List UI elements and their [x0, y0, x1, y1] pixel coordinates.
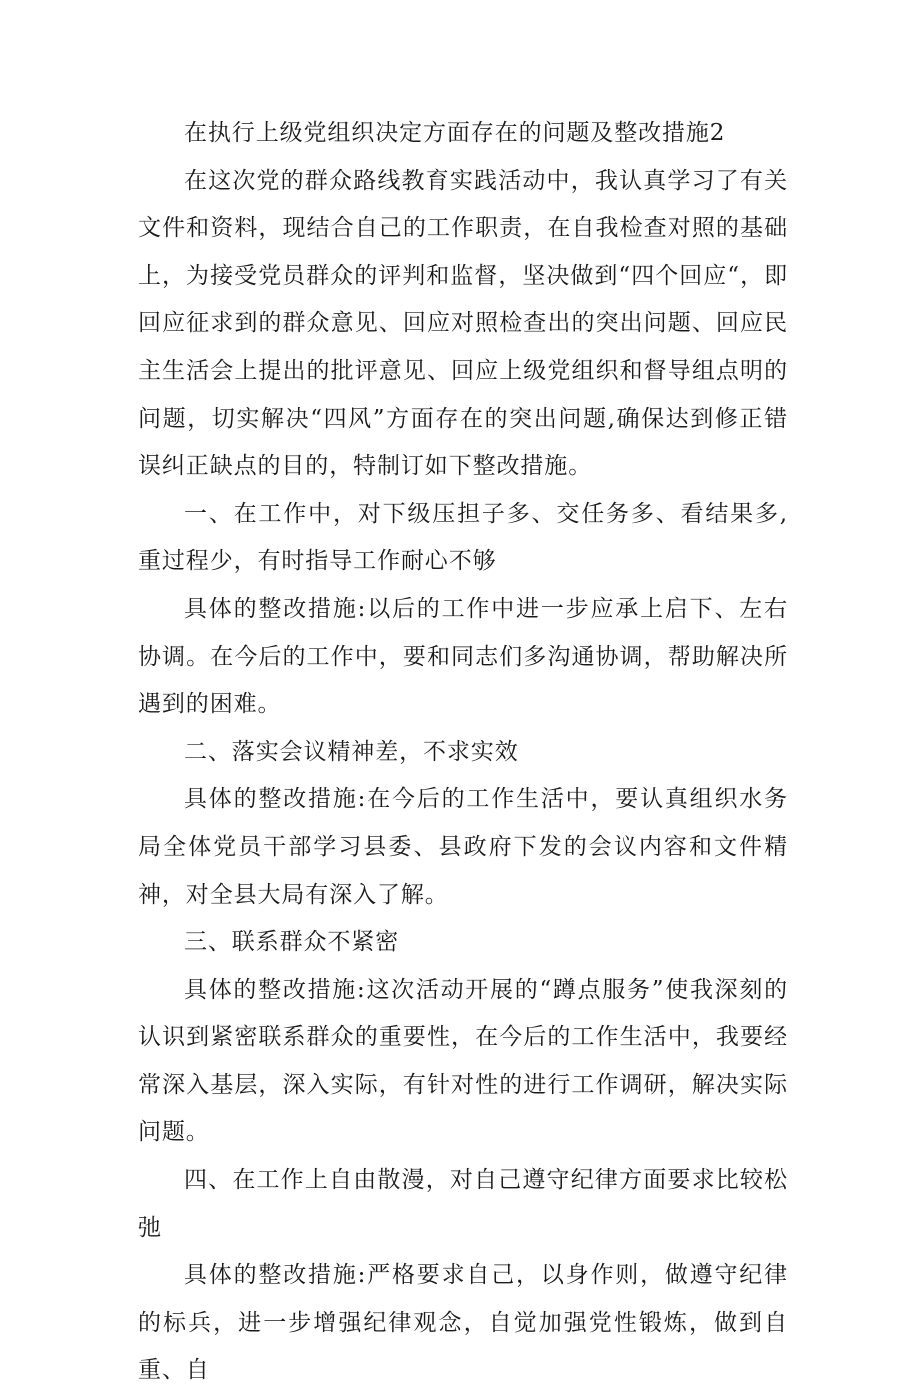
document-body — [138, 110, 788, 1395]
measure-paragraph-3: 具体的整改措施:这次活动开展的“蹲点服务”使我深刻的认识到紧密联系群众的重要性，在今后的工作生活中，我要经常深入基层，深入实际，有针对性的进行工作调研，解决实际问题。 — [138, 976, 788, 1146]
document-title: 在执行上级党组织决定方面存在的问题及整改措施2 — [184, 120, 726, 146]
intro-paragraph: 在这次党的群众路线教育实践活动中，我认真学习了有关文件和资料，现结合自己的工作职责，在自我检查对照的基础上，为接受党员群众的评判和监督，坚决做到“四个回应“，即回应征求到的群众意见、回应对照检查出的突出问题、回应民主生活会上提出的批评意见、回应上级党组织和督导组点明的问题，切实解决“四风”方面存在的突出问题,确保达到修正错误纠正缺点的目的，特制订如下整改措施。 — [138, 167, 788, 480]
issue-heading-1: 一、在工作中，对下级压担子多、交任务多、看结果多,重过程少，有时指导工作耐心不够 — [138, 500, 788, 575]
issue-heading-2: 二、落实会议精神差，不求实效 — [184, 738, 519, 765]
measure-paragraph-4: 具体的整改措施:严格要求自己，以身作则，做遵守纪律的标兵，进一步增强纪律观念，自觉加强党性锻炼，做到自重、自 — [138, 1262, 788, 1384]
issue-heading-4: 四、在工作上自由散漫，对自己遵守纪律方面要求比较松弛 — [138, 1167, 788, 1241]
measure-paragraph-2: 具体的整改措施:在今后的工作生活中，要认真组织水务局全体党员干部学习县委、县政府下发的会议内容和文件精神，对全县大局有深入了解。 — [138, 786, 788, 908]
issue-heading-3: 三、联系群众不紧密 — [184, 929, 400, 956]
measure-paragraph-1: 具体的整改措施:以后的工作中进一步应承上启下、左右协调。在今后的工作中，要和同志们多沟通协调，帮助解决所遇到的困难。 — [138, 595, 788, 718]
